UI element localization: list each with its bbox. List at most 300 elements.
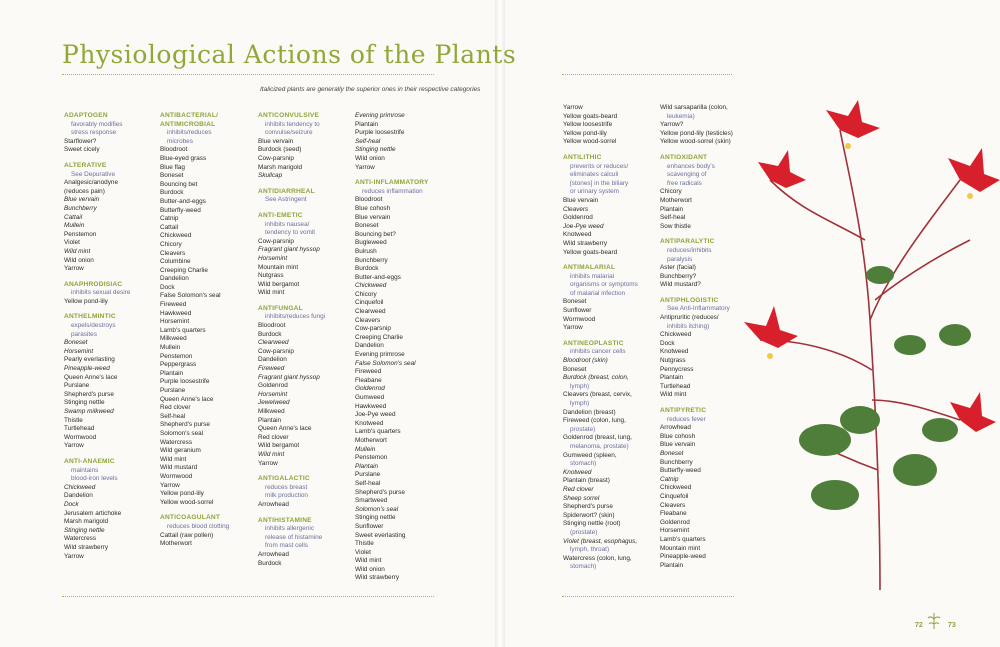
plant-entry: Turtlehead <box>64 425 95 433</box>
category-heading: ADAPTOGEN <box>64 112 108 119</box>
category-heading: ANTI-INFLAMMATORY <box>355 179 429 187</box>
plant-entry: Goldenrod (breast, lung, <box>563 434 632 442</box>
plant-entry: Fireweed <box>355 368 382 376</box>
plant-entry: Chicory <box>355 290 377 298</box>
plant-entry: Blue-eyed grass <box>160 154 207 162</box>
plant-entry: Sunflower <box>355 522 384 530</box>
category-heading: ALTERATIVE <box>64 161 107 169</box>
plant-entry: Cow-parsnip <box>355 325 391 333</box>
plant-entry: Mountain mint <box>258 263 299 271</box>
plant-entry: Plantain (breast) <box>563 477 610 485</box>
plant-entry: Pennycress <box>660 365 694 373</box>
plant-entry: Self-heal <box>355 137 381 145</box>
plant-entry: Sow thistle <box>660 222 691 230</box>
plant-entry: Antipruritic (reduces/ <box>660 314 719 322</box>
category-note: reduces blood clotting <box>167 522 230 530</box>
plant-entry: Purple loosestrife <box>160 378 210 386</box>
plant-entry: Bloodroot <box>160 146 188 154</box>
category-heading: ANTIHISTAMINE <box>258 516 312 524</box>
plant-entry: Bulrush <box>355 247 377 255</box>
plant-entry: Burdock <box>355 265 379 273</box>
plant-entry: Starflower? <box>64 137 97 145</box>
section-gap <box>258 510 350 517</box>
plant-entry: Yarrow <box>64 265 84 273</box>
plant-entry: Blue vervain <box>563 196 599 204</box>
plant-entry: Dandelion <box>160 275 189 283</box>
plant-entry: Queen Anne's lace <box>64 373 118 381</box>
category-heading: ANTI-EMETIC <box>258 211 303 219</box>
plant-entry: Chickweed <box>64 483 96 491</box>
plant-entry: Swamp milkweed <box>64 408 114 415</box>
plant-entry: Cow-parsnip <box>258 347 294 355</box>
plant-entry: Cinquefoil <box>660 492 689 500</box>
plant-entry: Marsh marigold <box>64 518 109 526</box>
plant-entry: Joe-Pye weed <box>563 222 604 230</box>
plant-entry: Fragrant giant hyssop <box>258 373 320 381</box>
category-note: microbes <box>167 137 193 145</box>
plant-entry: Horsemint <box>160 318 190 326</box>
plant-entry: Solomon's seal <box>355 505 399 513</box>
category-note: inhibits malarial <box>570 272 615 280</box>
plant-entry: Blue vervain <box>258 137 294 145</box>
plant-entry: Mullein <box>355 445 376 453</box>
plant-entry: Cow-parsnip <box>258 154 294 162</box>
plant-entry: Aster (facial) <box>660 264 696 272</box>
plant-entry: Yarrow? <box>660 121 684 129</box>
plant-entry: Goldenrod <box>563 214 593 222</box>
plant-entry: Wormwood <box>563 315 596 323</box>
section-gap <box>258 298 350 305</box>
category-heading: ANTHELMINTIC <box>64 313 116 321</box>
plant-entry: Shepherd's purse <box>355 488 405 496</box>
plant-entry: Burdock (seed) <box>258 146 302 154</box>
category-note: reduces inflammation <box>362 187 423 195</box>
plant-entry: Watercress <box>160 438 193 446</box>
plant-entry: Penstemon <box>160 352 193 360</box>
plant-entry: Yellow pond-lily <box>563 129 607 137</box>
category-note: parasites <box>71 330 97 338</box>
footer-rule-right <box>562 596 734 597</box>
plant-entry: Pineapple-weed <box>64 365 110 373</box>
plant-entry: Chicory <box>160 240 182 248</box>
plant-entry: Violet <box>355 548 371 556</box>
plant-entry: Stinging nettle <box>64 399 105 407</box>
section-gap <box>160 507 252 514</box>
plant-entry: Yellow wood-sorrel <box>160 498 214 506</box>
plant-entry: Watercress <box>64 535 97 543</box>
plant-entry: Blue vervain <box>660 441 696 449</box>
plant-entry: Evening primrose <box>355 351 405 359</box>
plant-entry: Yarrow <box>64 552 84 560</box>
plant-entry: Wild onion <box>64 256 94 264</box>
category-note: prostate) <box>570 425 596 433</box>
plant-entry: Goldenrod <box>258 382 288 390</box>
plant-entry: Bloodroot <box>355 196 383 204</box>
plant-entry: Plantain <box>355 462 379 470</box>
category-note: milk production <box>265 492 308 500</box>
plant-entry: Blue cohosh <box>355 204 391 212</box>
category-heading: ANTIPHLOGISTIC <box>660 296 719 304</box>
plant-entry: Cow-parsnip <box>258 237 294 245</box>
category-note: paralysis <box>667 255 693 263</box>
plant-entry: Boneset <box>660 449 684 457</box>
plant-entry: Catnip <box>660 475 679 483</box>
category-heading: ANTICOAGULANT <box>160 514 221 522</box>
plant-entry: Wild sarsaparilla (colon, <box>660 104 728 111</box>
plant-entry: Boneset <box>160 172 184 180</box>
plant-entry: Fireweed <box>258 365 285 373</box>
plant-entry: Mullein <box>64 222 85 230</box>
category-note: stomach) <box>570 460 597 468</box>
plant-entry: Solomon's seal <box>160 429 204 437</box>
plant-entry: Dock <box>160 283 175 291</box>
plant-entry: Burdock (breast, colon, <box>563 374 629 382</box>
plant-entry: Gumweed (spleen, <box>563 451 617 459</box>
plant-entry: Lamb's quarters <box>355 428 401 436</box>
plant-entry: Burdock <box>258 559 282 567</box>
category-heading: ANTIGALACTIC <box>258 475 310 483</box>
plant-entry: Plantain <box>660 561 684 569</box>
plant-entry: Boneset <box>64 339 88 347</box>
page-number-left: 72 <box>915 622 923 629</box>
category-heading: ANTIPARALYTIC <box>660 238 715 246</box>
plant-entry: Queen Anne's lace <box>160 395 214 403</box>
page-subtitle: Italicized plants are generally the superior ones in their respective categories <box>260 86 481 93</box>
plant-entry: Hawkweed <box>160 309 192 317</box>
plant-entry: Purslane <box>160 387 186 394</box>
column-4 <box>355 112 449 583</box>
plant-entry: Milkweed <box>258 408 285 415</box>
category-note: See Depurative <box>71 170 116 178</box>
category-note: inhibits sexual desire <box>71 289 131 297</box>
plant-entry: Nutgrass <box>258 272 284 280</box>
plant-entry: Chickweed <box>355 282 387 290</box>
plant-entry: Yarrow <box>258 459 278 467</box>
plant-entry: Self-heal <box>160 412 186 420</box>
section-gap <box>64 155 154 162</box>
plant-entry: Yellow pond-lily <box>64 297 108 305</box>
column-3 <box>258 112 350 568</box>
plant-entry: Creeping Charlie <box>160 266 208 274</box>
plant-entry: Butterfly-weed <box>660 467 701 475</box>
plant-entry: Purslane <box>355 471 381 479</box>
plant-entry: Cleavers <box>660 501 686 509</box>
page-title: Physiological Actions of the Plants <box>62 40 517 69</box>
plant-entry: Wormwood <box>160 472 193 480</box>
plant-entry: Thistle <box>64 416 83 424</box>
plant-entry: Yarrow <box>64 442 84 450</box>
plant-entry: Wild mint <box>355 557 382 565</box>
plant-entry: Lamb's quarters <box>660 535 706 543</box>
plant-entry: Joe-Pye weed <box>355 411 396 419</box>
plant-entry: Wild geranium <box>160 447 201 455</box>
plant-entry: Wild mint <box>258 450 285 458</box>
plant-entry: Cattail <box>160 223 179 231</box>
plant-entry: Turtlehead <box>660 382 691 390</box>
category-note: inhibits/reduces <box>167 129 212 137</box>
plant-entry: Dandelion <box>258 356 287 364</box>
book-gutter <box>495 0 505 647</box>
plant-entry: Burdock <box>160 189 184 197</box>
plant-entry: Yellow wood-sorrel (skin) <box>660 138 731 146</box>
plant-entry: Goldenrod <box>355 385 385 393</box>
plant-entry: Cleavers (breast, cervix, <box>563 391 632 399</box>
plant-entry: Knotweed <box>355 419 384 427</box>
category-heading: ANTIOXIDANT <box>660 153 708 161</box>
plant-entry: Fireweed (colon, lung, <box>563 417 626 425</box>
section-gap <box>258 181 350 188</box>
plant-entry: Arrowhead <box>258 550 289 558</box>
plant-entry: Yellow loosestrife <box>563 121 613 129</box>
category-note: maintains <box>71 466 99 474</box>
plant-entry: Horsemint <box>64 347 94 355</box>
plant-entry: Dock <box>64 500 79 508</box>
plant-entry: Boneset <box>563 298 587 306</box>
plant-entry: Cleavers <box>355 316 381 324</box>
plant-entry: Wild mustard? <box>660 281 701 289</box>
plant-entry: Butter-and-eggs <box>160 197 206 205</box>
plant-entry: Creeping Charlie <box>355 333 403 341</box>
plant-entry: Mullein <box>160 344 181 352</box>
plant-entry: Peppergrass <box>160 361 197 369</box>
plant-entry: Hawkweed <box>355 402 387 410</box>
category-heading: ANTI-ANAEMIC <box>64 457 115 465</box>
plant-entry: Wild mustard <box>160 464 198 472</box>
plant-entry: Burdock <box>258 330 282 338</box>
plant-entry: Shepherd's purse <box>64 390 114 398</box>
plant-entry: Plantain <box>258 416 282 424</box>
plant-entry: Nutgrass <box>660 357 686 365</box>
plant-entry: Sunflower <box>563 307 592 315</box>
category-note: tendency to vomit <box>265 229 316 237</box>
plant-entry: Cleavers <box>160 249 186 257</box>
plant-entry: Horsemint <box>258 390 288 398</box>
section-gap <box>355 172 449 179</box>
plant-entry: Dandelion <box>64 492 93 500</box>
plant-entry: Blue flag <box>160 163 185 171</box>
plant-entry: Bloodroot (skin) <box>563 357 608 365</box>
plant-entry: Dandelion <box>355 342 384 350</box>
category-note: inhibits allergenic <box>265 525 315 533</box>
plant-entry: Red clover <box>563 485 594 493</box>
plant-entry: Sweet everlasting <box>355 531 406 539</box>
plant-entry: Blue vervain <box>355 213 391 221</box>
columbine-illustration <box>730 70 1000 590</box>
plant-entry: Stinging nettle <box>64 526 105 534</box>
plant-entry: Plantain <box>355 120 379 128</box>
plant-entry: Queen Anne's lace <box>258 425 312 433</box>
plant-entry: Knotweed <box>563 231 592 239</box>
plant-entry: Butter-and-eggs <box>355 273 401 281</box>
plant-entry: False Solomon's seal <box>160 292 221 300</box>
column-1 <box>64 112 154 561</box>
category-note: reduces fever <box>667 415 706 423</box>
plant-entry: Knotweed <box>660 348 689 356</box>
plant-entry: Wild strawberry <box>563 239 608 247</box>
category-note: inhibits/reduces fungi <box>265 313 326 321</box>
category-note: organisms or symptoms <box>570 281 638 289</box>
section-gap <box>64 306 154 313</box>
plant-entry: Shepherd's purse <box>160 421 210 429</box>
plant-entry: Evening primrose <box>355 112 405 119</box>
plant-entry: Milkweed <box>160 335 187 343</box>
plant-entry: Stinging nettle <box>355 514 396 522</box>
plant-entry: Chickweed <box>660 331 692 339</box>
plant-entry: Wild strawberry <box>355 574 400 582</box>
plant-entry: Jewelweed <box>258 399 290 407</box>
plant-entry: Red clover <box>258 433 289 441</box>
category-note: inhibits cancer cells <box>570 348 626 356</box>
plant-entry: Bunchberry <box>355 256 388 264</box>
plant-entry: Wild mint <box>660 391 687 399</box>
plant-entry: Watercress (colon, lung, <box>563 554 632 562</box>
plant-entry: Wild onion <box>355 154 385 162</box>
category-note: release of histamine <box>265 533 323 541</box>
plant-entry: Yellow goats-beard <box>563 248 618 256</box>
plant-entry: Wild strawberry <box>64 543 109 551</box>
plant-entry: Stinging nettle (root) <box>563 520 621 528</box>
plant-entry: Columbine <box>160 258 191 266</box>
plant-entry: Wild mint <box>160 455 187 463</box>
category-note: leukemia) <box>667 112 695 120</box>
plant-entry: Chickweed <box>160 232 192 240</box>
plant-entry: Yarrow <box>160 481 180 489</box>
category-note: stress response <box>71 129 117 137</box>
plant-entry: Bloodroot <box>258 322 286 330</box>
plant-entry: Wild bergamot <box>258 442 300 450</box>
plant-entry: Plantain <box>660 374 684 382</box>
plant-entry: Plantain <box>160 369 184 377</box>
plant-entry: Horsemint <box>660 527 690 535</box>
plant-entry: Yellow goats-beard <box>563 112 618 120</box>
section-gap <box>563 147 657 154</box>
category-heading: ANTIPYRETIC <box>660 407 707 414</box>
plant-entry: Blue cohosh <box>660 432 696 440</box>
section-gap <box>563 333 657 340</box>
plant-entry: Wormwood <box>64 433 97 441</box>
plant-entry: Chickweed <box>660 484 692 492</box>
plant-entry: Mountain mint <box>660 544 701 552</box>
plant-entry: Stinging nettle <box>355 146 396 154</box>
category-note: favorably modifies <box>71 120 123 128</box>
category-note: enhances body's <box>667 162 715 170</box>
plant-entry: Penstemon <box>355 454 388 462</box>
plant-entry: Thistle <box>355 540 374 548</box>
plant-entry: Wild bergamot <box>258 280 300 288</box>
plant-entry: Smartweed <box>355 497 388 505</box>
plant-entry: Shepherd's purse <box>563 503 613 511</box>
category-note: reduces/inhibits <box>667 246 712 254</box>
column-2 <box>160 112 252 549</box>
plant-entry: Boneset <box>355 222 379 230</box>
plant-entry: Yellow wood-sorrel <box>563 138 617 146</box>
category-note: from mast cells <box>265 542 308 550</box>
category-note: See Anti-Inflammatory <box>667 305 730 313</box>
plant-entry: Cleavers <box>563 205 589 213</box>
plant-entry: Cinquefoil <box>355 299 384 307</box>
category-note: inhibits nausea/ <box>265 220 310 228</box>
plant-entry: Violet (breast, esophagus, <box>563 537 638 545</box>
category-note: eliminates calculi <box>570 171 619 179</box>
category-note: See Astringent <box>265 196 307 204</box>
plant-entry: Yarrow <box>563 104 583 111</box>
category-note: (prostate) <box>570 528 598 536</box>
sprig-ornament-icon <box>927 611 941 631</box>
plant-entry: Arrowhead <box>660 424 691 432</box>
plant-entry: Motherwort <box>160 540 192 548</box>
column-5 <box>563 104 657 572</box>
category-note: expels/destroys <box>71 322 116 330</box>
section-gap <box>64 451 154 458</box>
plant-entry: Fleabane <box>355 376 382 384</box>
category-heading: ANTIBACTERIAL/ <box>160 112 219 119</box>
title-rule-left <box>62 74 434 75</box>
category-heading: ANTIDIARRHEAL <box>258 187 315 195</box>
category-note: or urinary system <box>570 188 620 196</box>
plant-entry: Clearweed <box>355 308 386 316</box>
plant-entry: Yellow pond-lily <box>160 490 204 498</box>
plant-entry: Red clover <box>160 404 191 412</box>
plant-entry: Self-heal <box>660 214 686 222</box>
plant-entry: Gumweed <box>355 394 385 401</box>
category-note: melanoma, prostate) <box>570 442 629 450</box>
title-rule-right <box>562 74 732 75</box>
plant-entry: Spiderwort? (skin) <box>563 511 615 519</box>
plant-entry: Chicory <box>660 188 682 196</box>
page-number-right: 73 <box>948 622 956 629</box>
plant-entry: Pineapple-weed <box>660 553 706 561</box>
plant-entry: (reduces pain) <box>64 187 105 195</box>
plant-entry: Goldenrod <box>660 518 690 526</box>
category-note: [stones] in the biliary <box>570 179 629 187</box>
plant-entry: Wild mint <box>258 289 285 297</box>
category-note: lymph) <box>570 382 590 390</box>
plant-entry: Bunchberry? <box>660 272 697 280</box>
plant-entry: Yarrow <box>563 324 583 332</box>
plant-entry: Violet <box>64 239 80 247</box>
plant-entry: Clearweed <box>258 339 289 347</box>
category-note: prevents or reduces/ <box>570 162 629 170</box>
category-note: reduces breast <box>265 483 308 491</box>
plant-entry: Sheep sorrel <box>563 494 600 502</box>
plant-entry: Blue vervain <box>64 196 100 204</box>
plant-entry: Fireweed <box>160 301 187 309</box>
plant-entry: Dandelion (breast) <box>563 408 616 416</box>
plant-entry: Bugleweed <box>355 239 387 247</box>
plant-entry: Lamb's quarters <box>160 326 206 334</box>
plant-entry: Pearly everlasting <box>64 356 115 364</box>
category-note: inhibits tendency to <box>265 120 320 128</box>
plant-entry: Butterfly-weed <box>160 206 201 214</box>
category-note: convulse/seizure <box>265 129 313 137</box>
category-heading: ANAPHRODISIAC <box>64 280 123 288</box>
plant-entry: Motherwort <box>355 436 387 444</box>
plant-entry: Marsh marigold <box>258 163 303 171</box>
category-heading: ANTINEOPLASTIC <box>563 339 624 347</box>
plant-entry: Fleabane <box>660 510 687 518</box>
plant-entry: Cattail (raw pollen) <box>160 531 214 539</box>
plant-entry: Knotweed <box>563 468 592 476</box>
category-heading: ANTIFUNGAL <box>258 304 303 312</box>
plant-entry: Motherwort <box>660 196 692 204</box>
category-note: free radicals <box>667 179 702 187</box>
plant-entry: Yellow pond-lily (testicles) <box>660 129 733 137</box>
category-note: blood-iron levels <box>71 475 118 483</box>
category-heading: ANTICONVULSIVE <box>258 112 320 119</box>
plant-entry: Purslane <box>64 382 90 390</box>
category-note: lymph) <box>570 400 590 407</box>
category-heading: ANTIMICROBIAL <box>160 120 216 128</box>
